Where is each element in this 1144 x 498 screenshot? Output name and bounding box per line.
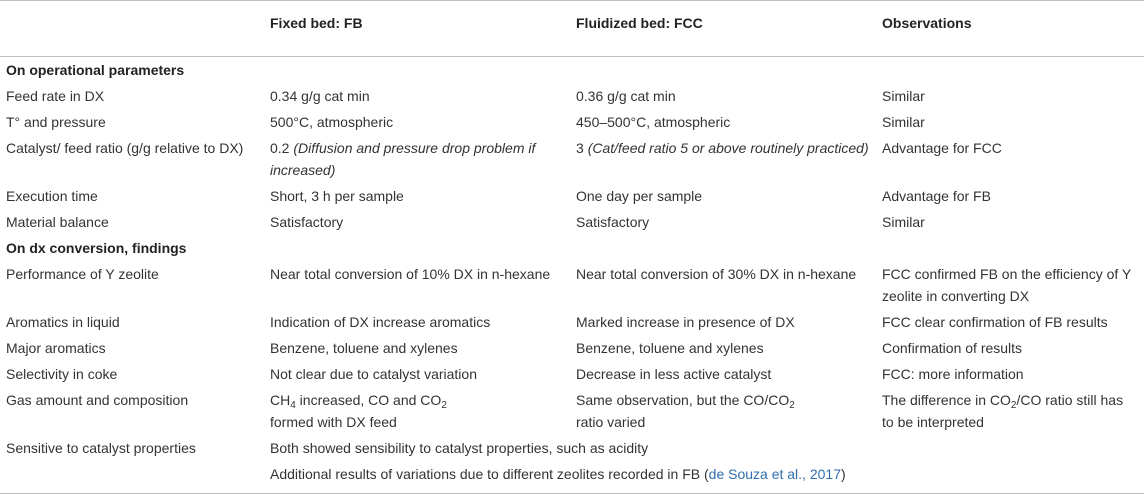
table-row [0, 261, 1144, 309]
row-fcc-value: Marked increase in presence of DX [576, 314, 795, 330]
fb-gas-co-sub: 2 [441, 400, 447, 411]
row-fcc-value [570, 387, 876, 435]
row-observation: Similar [882, 114, 925, 130]
row-fb-value: Near total conversion of 10% DX in n-hexane [270, 266, 551, 282]
row-parameter: Material balance [6, 214, 109, 230]
row-fcc-value [570, 135, 876, 183]
row-parameter: Major aromatics [6, 340, 106, 356]
row-parameter: Gas amount and composition [6, 392, 189, 408]
fb-gas-ch: CH [270, 392, 291, 408]
row-fcc-value: Satisfactory [576, 214, 650, 230]
table-row [0, 135, 1144, 183]
row-additional-results [264, 461, 1144, 494]
row-parameter: Catalyst/ feed ratio (g/g relative to DX) [6, 140, 244, 156]
row-parameter-empty [0, 461, 264, 494]
table-row [0, 109, 1144, 135]
header-observations: Observations [876, 1, 1144, 57]
obs-gas-end: /CO ratio still has to be interpreted [882, 392, 1124, 430]
row-fb-value: Not clear due to catalyst variation [270, 366, 477, 382]
citation-link[interactable]: de Souza et al., 2017 [708, 466, 841, 482]
section-row-operational [0, 57, 1144, 84]
fcc-ratio-note: (Cat/feed ratio 5 or above routinely practiced) [587, 140, 869, 156]
row-observation: FCC confirmed FB on the efficiency of Y zeolite in converting DX [882, 266, 1132, 304]
row-fb-value: Short, 3 h per sample [270, 188, 404, 204]
section-title-operational: On operational parameters [6, 62, 185, 78]
row-fb-value: 0.34 g/g cat min [270, 88, 370, 104]
header-fluidized-bed: Fluidized bed: FCC [570, 1, 876, 57]
row-parameter: Execution time [6, 188, 98, 204]
row-observation: Similar [882, 88, 925, 104]
section-title-conversion: On dx conversion, findings [6, 240, 187, 256]
header-fixed-bed: Fixed bed: FB [264, 1, 570, 57]
table-header-row [0, 1, 1144, 57]
fb-gas-end: formed with DX feed [270, 414, 397, 430]
row-fcc-value: Benzene, toluene and xylenes [576, 340, 764, 356]
row-observation: Advantage for FCC [882, 140, 1002, 156]
table-row [0, 183, 1144, 209]
fcc-gas-end: ratio varied [576, 414, 646, 430]
table-row [0, 83, 1144, 109]
fcc-gas-sub: 2 [789, 400, 795, 411]
row-parameter: T° and pressure [6, 114, 106, 130]
row-parameter: Sensitive to catalyst properties [6, 440, 196, 456]
table-row [0, 335, 1144, 361]
additional-results-close: ) [840, 466, 846, 482]
obs-gas-sub: 2 [1010, 400, 1017, 411]
table-row [0, 309, 1144, 335]
row-fb-value: Satisfactory [270, 214, 344, 230]
row-fb-value: Indication of DX increase aromatics [270, 314, 491, 330]
row-observation: Similar [882, 214, 925, 230]
row-parameter: Selectivity in coke [6, 366, 118, 382]
table-row [0, 461, 1144, 494]
section-row-conversion [0, 235, 1144, 261]
row-parameter: Aromatics in liquid [6, 314, 120, 330]
row-observation [876, 387, 1144, 435]
additional-results-text: Additional results of variations due to different zeolites recorded in FB ( [270, 466, 709, 482]
table-row [0, 361, 1144, 387]
row-fb-value [264, 387, 570, 435]
row-observation: Advantage for FB [882, 188, 991, 204]
obs-gas-start: The difference in CO [882, 392, 1011, 408]
row-parameter: Performance of Y zeolite [6, 266, 159, 282]
table-row [0, 387, 1144, 435]
table-row [0, 435, 1144, 461]
row-fcc-value: Near total conversion of 30% DX in n-hexane [576, 266, 857, 282]
fb-gas-mid: increased, CO and CO [295, 392, 442, 408]
row-fb-value [264, 135, 570, 183]
fcc-gas-start: Same observation, but the CO/CO [576, 392, 790, 408]
header-parameter [0, 1, 264, 57]
fb-ratio-note: (Diffusion and pressure drop problem if increased) [270, 140, 536, 178]
row-fcc-value: Decrease in less active catalyst [576, 366, 772, 382]
table-row [0, 209, 1144, 235]
row-fcc-value: One day per sample [576, 188, 703, 204]
row-parameter: Feed rate in DX [6, 88, 105, 104]
row-shared-finding: Both showed sensibility to catalyst properties, such as acidity [270, 440, 649, 456]
row-observation: Confirmation of results [882, 340, 1023, 356]
row-fb-value: Benzene, toluene and xylenes [270, 340, 458, 356]
row-observation: FCC clear confirmation of FB results [882, 314, 1108, 330]
fcc-ratio-value: 3 [576, 140, 584, 156]
fb-gas-ch-sub: 4 [290, 400, 296, 411]
row-observation: FCC: more information [882, 366, 1024, 382]
fb-ratio-value: 0.2 [270, 140, 290, 156]
row-fb-value: 500°C, atmospheric [270, 114, 394, 130]
row-fcc-value: 450–500°C, atmospheric [576, 114, 731, 130]
row-fcc-value: 0.36 g/g cat min [576, 88, 676, 104]
